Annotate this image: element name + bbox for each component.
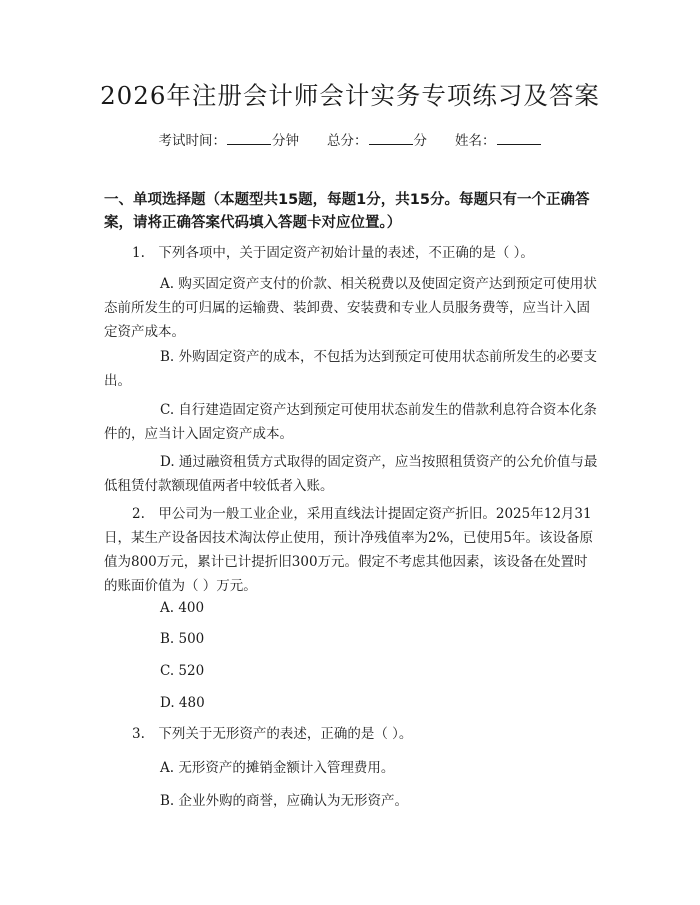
question-3-stem: 3. 下列关于无形资产的表述，正确的是（ ）。 [132, 726, 413, 742]
question-1-stem: 1. 下列各项中，关于固定资产初始计量的表述，不正确的是（ ）。 [132, 245, 534, 261]
name-blank [497, 130, 541, 145]
name-field [455, 130, 542, 151]
question-2-option-b: B. 500 [160, 631, 205, 647]
question-2-option-a: A. 400 [160, 600, 205, 616]
question-2-stem: 2. 甲公司为一般工业企业，采用直线法计提固定资产折旧。2025年12月31日，某生产设备因技术淘汰停止使用，预计净残值率为2%，已使用5年。该设备原值为800万元，累计已计提折旧300万元。假定不考虑其他因素，该设备在处置时的账面价值为（ ）万元。 [104, 506, 594, 594]
question-2-option-d: D. 480 [160, 695, 205, 711]
page-title: 2026年注册会计师会计实务专项练习及答案 [100, 81, 600, 110]
question-1-option-a: A. 购买固定资产支付的价款、相关税费以及使固定资产达到预定可使用状态前所发生的可归属的运输费、装卸费、安装费和专业人员服务费等，应当计入固定资产成本。 [104, 276, 597, 340]
question-1-option-c: C. 自行建造固定资产达到预定可使用状态前发生的借款利息符合资本化条件的，应当计入固定资产成本。 [104, 402, 597, 442]
exam-info-line [0, 130, 700, 151]
exam-time-field [159, 130, 300, 151]
section-heading: 一、单项选择题（本题型共15题，每题1分，共15分。每题只有一个正确答案，请将正确答案代码填入答题卡对应位置。） [104, 192, 590, 231]
exam-time-blank [227, 130, 271, 145]
total-score-label: 总分： [327, 133, 368, 149]
question-1-option-b: B. 外购固定资产的成本，不包括为达到预定可使用状态前所发生的必要支出。 [104, 349, 598, 389]
question-2-option-c: C. 520 [160, 663, 205, 679]
exam-time-label: 考试时间： [158, 133, 226, 149]
name-label: 姓名： [455, 133, 496, 149]
question-3-option-b: B. 企业外购的商誉，应确认为无形资产。 [160, 793, 409, 809]
exam-time-unit: 分钟 [272, 133, 299, 149]
question-3-option-a: A. 无形资产的摊销金额计入管理费用。 [160, 760, 395, 776]
total-score-blank [369, 130, 413, 145]
question-1-option-d: D. 通过融资租赁方式取得的固定资产，应当按照租赁资产的公允价值与最低租赁付款额现值两者中较低者入账。 [104, 454, 598, 494]
total-score-field [327, 130, 427, 151]
total-score-unit: 分 [413, 133, 427, 149]
